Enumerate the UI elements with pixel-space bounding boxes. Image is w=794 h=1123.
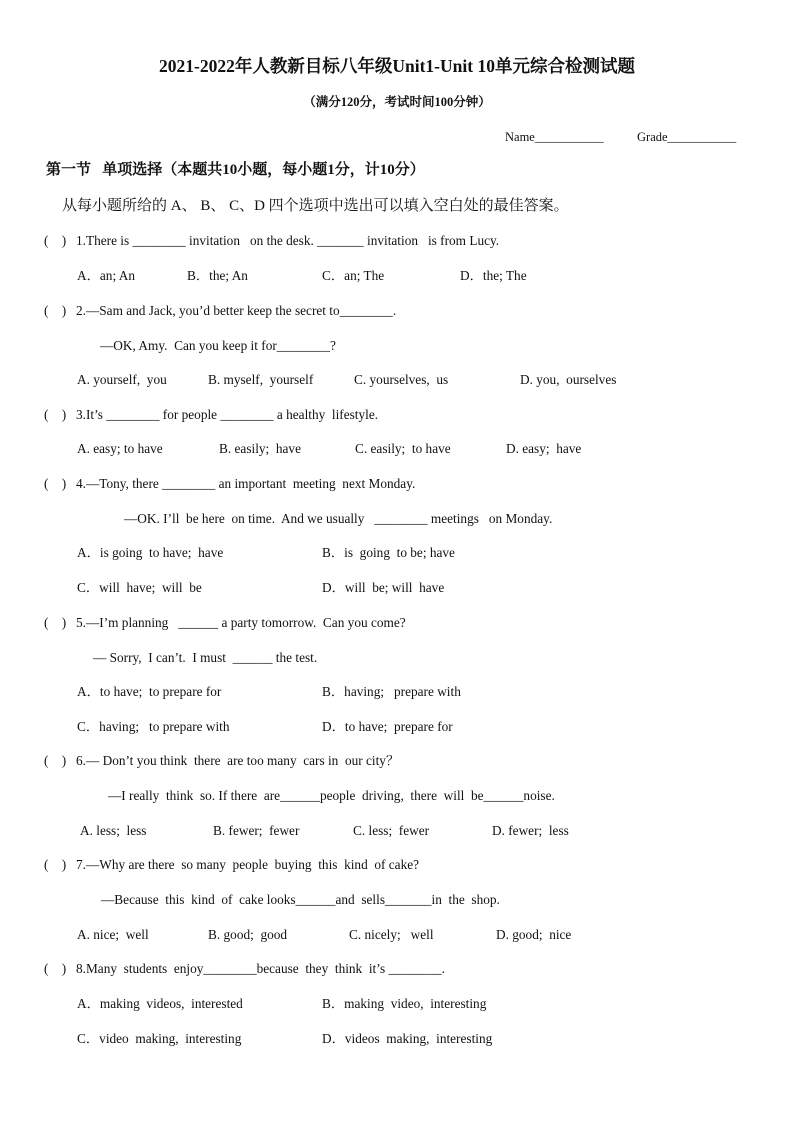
option-d[interactable]: D. fewer; less bbox=[492, 823, 569, 838]
option-d[interactable]: D．will be; will have bbox=[322, 580, 445, 595]
question-stem: 4.—Tony, there ________ an important meeting next Monday. bbox=[76, 476, 416, 491]
section-instruction: 从每小题所给的 A、 B、 C、D 四个选项中选出可以填入空白处的最佳答案。 bbox=[62, 198, 569, 214]
option-a[interactable]: A. yourself, you bbox=[77, 372, 167, 387]
option-b[interactable]: B．making video, interesting bbox=[322, 996, 487, 1011]
answer-blank[interactable]: ( ) bbox=[44, 753, 67, 768]
question-followup: —I really think so. If there are______people driving, there will be______noise. bbox=[108, 788, 555, 803]
option-b[interactable]: B. easily; have bbox=[219, 441, 301, 456]
option-c[interactable]: C．will have; will be bbox=[77, 580, 202, 595]
option-a[interactable]: A．is going to have; have bbox=[77, 545, 224, 560]
grade-field[interactable]: Grade___________ bbox=[637, 130, 737, 144]
option-a[interactable]: A. nice; well bbox=[77, 927, 149, 942]
option-d[interactable]: D．the; The bbox=[460, 268, 527, 283]
option-b[interactable]: B. fewer; fewer bbox=[213, 823, 300, 838]
question-followup: — Sorry, I can’t. I must ______ the test. bbox=[93, 650, 318, 665]
option-a[interactable]: A．making videos, interested bbox=[77, 996, 243, 1011]
option-d[interactable]: D．to have; prepare for bbox=[322, 719, 453, 734]
option-c[interactable]: C. less; fewer bbox=[353, 823, 430, 838]
option-b[interactable]: B．is going to be; have bbox=[322, 545, 455, 560]
option-c[interactable]: C．having; to prepare with bbox=[77, 719, 230, 734]
answer-blank[interactable]: ( ) bbox=[44, 407, 67, 422]
exam-title: 2021-2022年人教新目标八年级Unit1-Unit 10单元综合检测试题 bbox=[159, 56, 635, 76]
answer-blank[interactable]: ( ) bbox=[44, 615, 67, 630]
answer-blank[interactable]: ( ) bbox=[44, 476, 67, 491]
option-a[interactable]: A. easy; to have bbox=[77, 441, 163, 456]
option-c[interactable]: C．an; The bbox=[322, 268, 385, 283]
question-followup: —OK, Amy. Can you keep it for________? bbox=[100, 338, 336, 353]
answer-blank[interactable]: ( ) bbox=[44, 857, 67, 872]
exam-subtitle: （满分120分，考试时间100分钟） bbox=[303, 95, 491, 109]
question-stem: 8.Many students enjoy________because they think it’s ________. bbox=[76, 961, 445, 976]
option-a[interactable]: A. less; less bbox=[80, 823, 147, 838]
answer-blank[interactable]: ( ) bbox=[44, 233, 67, 248]
section-heading: 第一节 单项选择（本题共10小题，每小题1分，计10分） bbox=[46, 162, 425, 178]
option-b[interactable]: B．having; prepare with bbox=[322, 684, 461, 699]
option-d[interactable]: D. you, ourselves bbox=[520, 372, 617, 387]
question-stem: 3.It’s ________ for people ________ a healthy lifestyle. bbox=[76, 407, 379, 422]
name-field[interactable]: Name___________ bbox=[505, 130, 604, 144]
question-followup: —OK. I’ll be here on time. And we usually ________ meetings on Monday. bbox=[124, 511, 553, 526]
option-c[interactable]: C. easily; to have bbox=[355, 441, 451, 456]
answer-blank[interactable]: ( ) bbox=[44, 961, 67, 976]
option-a[interactable]: A．to have; to prepare for bbox=[77, 684, 222, 699]
option-b[interactable]: B．the; An bbox=[187, 268, 248, 283]
option-d[interactable]: D. easy; have bbox=[506, 441, 582, 456]
question-stem: 7.—Why are there so many people buying this kind of cake? bbox=[76, 857, 420, 872]
option-b[interactable]: B. myself, yourself bbox=[208, 372, 314, 387]
question-stem: 5.—I’m planning ______ a party tomorrow. Can you come? bbox=[76, 615, 406, 630]
question-stem: 2.—Sam and Jack, you’d better keep the secret to________. bbox=[76, 303, 397, 318]
question-stem: 6.— Don’t you think there are too many cars in our city？ bbox=[76, 753, 400, 768]
answer-blank[interactable]: ( ) bbox=[44, 303, 67, 318]
option-b[interactable]: B. good; good bbox=[208, 927, 288, 942]
option-a[interactable]: A．an; An bbox=[77, 268, 135, 283]
option-c[interactable]: C. nicely; well bbox=[349, 927, 434, 942]
option-c[interactable]: C. yourselves, us bbox=[354, 372, 449, 387]
option-d[interactable]: D．videos making, interesting bbox=[322, 1031, 493, 1046]
question-followup: —Because this kind of cake looks______and sells_______in the shop. bbox=[101, 892, 500, 907]
option-d[interactable]: D. good; nice bbox=[496, 927, 572, 942]
option-c[interactable]: C．video making, interesting bbox=[77, 1031, 242, 1046]
question-stem: 1.There is ________ invitation on the desk. _______ invitation is from Lucy. bbox=[76, 233, 500, 248]
